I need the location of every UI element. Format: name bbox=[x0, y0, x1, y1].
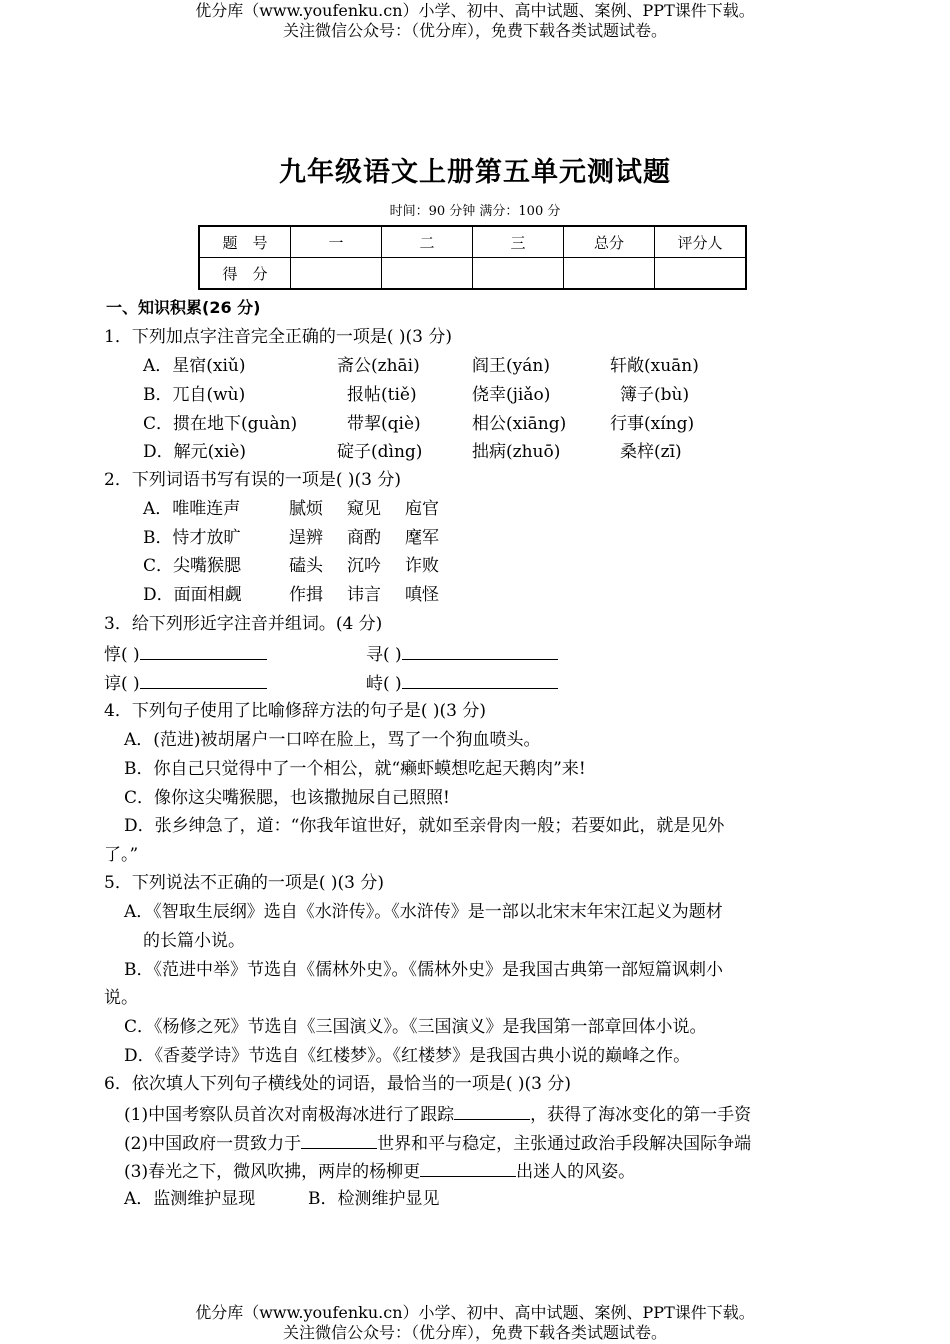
q3-item-label: 谆( ) bbox=[104, 674, 140, 694]
answer-blank[interactable] bbox=[420, 1159, 516, 1177]
score-table bbox=[198, 225, 747, 290]
q1-option: A．星宿(xiǔ) bbox=[143, 356, 246, 376]
q1-option: 簿子(bù) bbox=[620, 385, 690, 405]
q1-option: 行事(xíng) bbox=[610, 414, 695, 434]
q5-option-c: C．《杨修之死》节选自《三国演义》。《三国演义》是我国第一部章回体小说。 bbox=[124, 1017, 707, 1037]
q2-option: 窥见 bbox=[347, 499, 381, 519]
q1-option: 斋公(zhāi) bbox=[337, 356, 420, 376]
q6-s2-text-end: 世界和平与稳定，主张通过政治手段解决国际争端 bbox=[377, 1134, 752, 1154]
answer-blank[interactable] bbox=[140, 671, 267, 689]
q3-item bbox=[366, 671, 558, 695]
q1-option: 轩敞(xuān) bbox=[610, 356, 699, 376]
q1-option: 报帖(tiě) bbox=[347, 385, 417, 405]
q4-option-c: C．像你这尖嘴猴腮，也该撒抛尿自己照照! bbox=[124, 788, 450, 808]
header-line-1: 优分库（www.youfenku.cn）小学、初中、高中试题、案例、PPT课件下载。 bbox=[195, 1, 755, 20]
q1-option: B．兀自(wù) bbox=[143, 385, 246, 405]
q2-option: 逞辨 bbox=[289, 528, 323, 548]
footer-line-1: 优分库（www.youfenku.cn）小学、初中、高中试题、案例、PPT课件下载。 bbox=[195, 1303, 755, 1322]
score-table-header: 三 bbox=[473, 226, 564, 258]
q6-s3-text: (3)春光之下，微风吹拂，两岸的杨柳更 bbox=[124, 1162, 421, 1182]
score-row-label: 得 分 bbox=[199, 258, 291, 290]
q4-option-d: D．张乡绅急了，道：“你我年谊世好，就如至亲骨肉一般；若要如此，就是见外 bbox=[124, 816, 725, 836]
q2-option: 麾军 bbox=[405, 528, 439, 548]
score-cell bbox=[655, 258, 747, 290]
answer-blank[interactable] bbox=[140, 642, 267, 660]
q6-s1-text-end: ，获得了海冰变化的第一手资 bbox=[530, 1105, 752, 1125]
q5-option-a: A．《智取生辰纲》选自《水浒传》。《水浒传》是一部以北宋末年宋江起义为题材 bbox=[124, 902, 723, 922]
question-4-stem: 4．下列句子使用了比喻修辞方法的句子是( )(3 分) bbox=[104, 701, 486, 721]
q6-s2-text: (2)中国政府一贯致力于 bbox=[124, 1134, 302, 1154]
q4-option-d-cont: 了。” bbox=[104, 845, 139, 865]
score-cell bbox=[382, 258, 473, 290]
answer-blank[interactable] bbox=[402, 642, 558, 660]
q1-option: 侥幸(jiǎo) bbox=[472, 385, 551, 405]
q5-option-b: B．《范进中举》节选自《儒林外史》。《儒林外史》是我国古典第一部短篇讽刺小 bbox=[124, 960, 723, 980]
score-table-header: 总分 bbox=[564, 226, 655, 258]
q3-item-label: 惇( ) bbox=[104, 645, 140, 665]
score-table-header: 一 bbox=[291, 226, 382, 258]
q2-option: 磕头 bbox=[289, 556, 323, 576]
q6-sentence-2 bbox=[124, 1131, 751, 1155]
question-3-stem: 3．给下列形近字注音并组词。(4 分) bbox=[104, 614, 383, 634]
q6-sentence-1 bbox=[124, 1102, 751, 1126]
q2-option: A．唯唯连声 bbox=[143, 499, 241, 519]
q1-option: C．掼在地下(guàn) bbox=[143, 414, 298, 434]
q4-option-b: B．你自己只觉得中了一个相公，就“癞虾蟆想吃起天鹅肉”来! bbox=[124, 759, 586, 779]
q5-option-a-cont: 的长篇小说。 bbox=[143, 931, 245, 951]
q1-option: 相公(xiāng) bbox=[472, 414, 567, 434]
footer-line-2: 关注微信公众号：（优分库），免费下载各类试题试卷。 bbox=[282, 1323, 667, 1342]
score-table-header-row bbox=[199, 226, 746, 258]
question-1-stem: 1．下列加点字注音完全正确的一项是( )(3 分) bbox=[104, 327, 452, 347]
question-2-stem: 2．下列词语书写有误的一项是( )(3 分) bbox=[104, 470, 401, 490]
section-heading: 一、知识积累(26 分) bbox=[106, 298, 261, 317]
score-cell bbox=[564, 258, 655, 290]
q3-item bbox=[104, 642, 267, 666]
question-6-stem: 6．依次填人下列句子横线处的词语，最恰当的一项是( )(3 分) bbox=[104, 1074, 571, 1094]
q6-s1-text: (1)中国考察队员首次对南极海冰进行了跟踪 bbox=[124, 1105, 455, 1125]
q2-option: 商酌 bbox=[347, 528, 381, 548]
q3-item-label: 峙( ) bbox=[366, 674, 402, 694]
q6-s3-text-end: 出迷人的风姿。 bbox=[516, 1162, 636, 1182]
score-table-header: 二 bbox=[382, 226, 473, 258]
q3-item bbox=[104, 671, 267, 695]
q2-option: C．尖嘴猴腮 bbox=[143, 556, 242, 576]
answer-blank[interactable] bbox=[301, 1131, 377, 1149]
q6-sentence-3 bbox=[124, 1159, 635, 1183]
q2-option: 嗔怪 bbox=[405, 585, 439, 605]
q2-option: B．恃才放旷 bbox=[143, 528, 241, 548]
score-cell bbox=[473, 258, 564, 290]
answer-blank[interactable] bbox=[402, 671, 558, 689]
page-title: 九年级语文上册第五单元测试题 bbox=[279, 157, 671, 188]
q6-option-a: A．监测维护显现 bbox=[124, 1189, 256, 1209]
exam-info: 时间：90 分钟 满分：100 分 bbox=[389, 204, 561, 219]
q1-option: 阎王(yán) bbox=[472, 356, 550, 376]
q2-option: 庖官 bbox=[405, 499, 439, 519]
score-table-header: 题 号 bbox=[199, 226, 291, 258]
answer-blank[interactable] bbox=[454, 1102, 530, 1120]
score-table-score-row bbox=[199, 258, 746, 290]
q5-option-b-cont: 说。 bbox=[104, 988, 138, 1008]
question-5-stem: 5．下列说法不正确的一项是( )(3 分) bbox=[104, 873, 384, 893]
q2-option: 诈败 bbox=[405, 556, 439, 576]
q2-option: 腻烦 bbox=[289, 499, 323, 519]
q1-option: 拙病(zhuō) bbox=[472, 442, 561, 462]
q1-option: 桑梓(zī) bbox=[620, 442, 682, 462]
q3-item-label: 寻( ) bbox=[366, 645, 402, 665]
q6-option-b: B．检测维护显见 bbox=[308, 1189, 440, 1209]
q1-option: 碇子(dìng) bbox=[337, 442, 423, 462]
q4-option-a: A．(范进)被胡屠户一口啐在脸上，骂了一个狗血喷头。 bbox=[124, 730, 541, 750]
score-cell bbox=[291, 258, 382, 290]
q3-item bbox=[366, 642, 558, 666]
q2-option: 沉吟 bbox=[347, 556, 381, 576]
q2-option: 作揖 bbox=[289, 585, 323, 605]
q1-option: D．解元(xiè) bbox=[143, 442, 246, 462]
score-table-header: 评分人 bbox=[655, 226, 747, 258]
q2-option: 讳言 bbox=[347, 585, 381, 605]
header-line-2: 关注微信公众号：（优分库），免费下载各类试题试卷。 bbox=[282, 21, 667, 40]
q5-option-d: D．《香菱学诗》节选自《红楼梦》。《红楼梦》是我国古典小说的巅峰之作。 bbox=[124, 1046, 691, 1066]
q1-option: 带挈(qiè) bbox=[347, 414, 421, 434]
q2-option: D．面面相觑 bbox=[143, 585, 242, 605]
